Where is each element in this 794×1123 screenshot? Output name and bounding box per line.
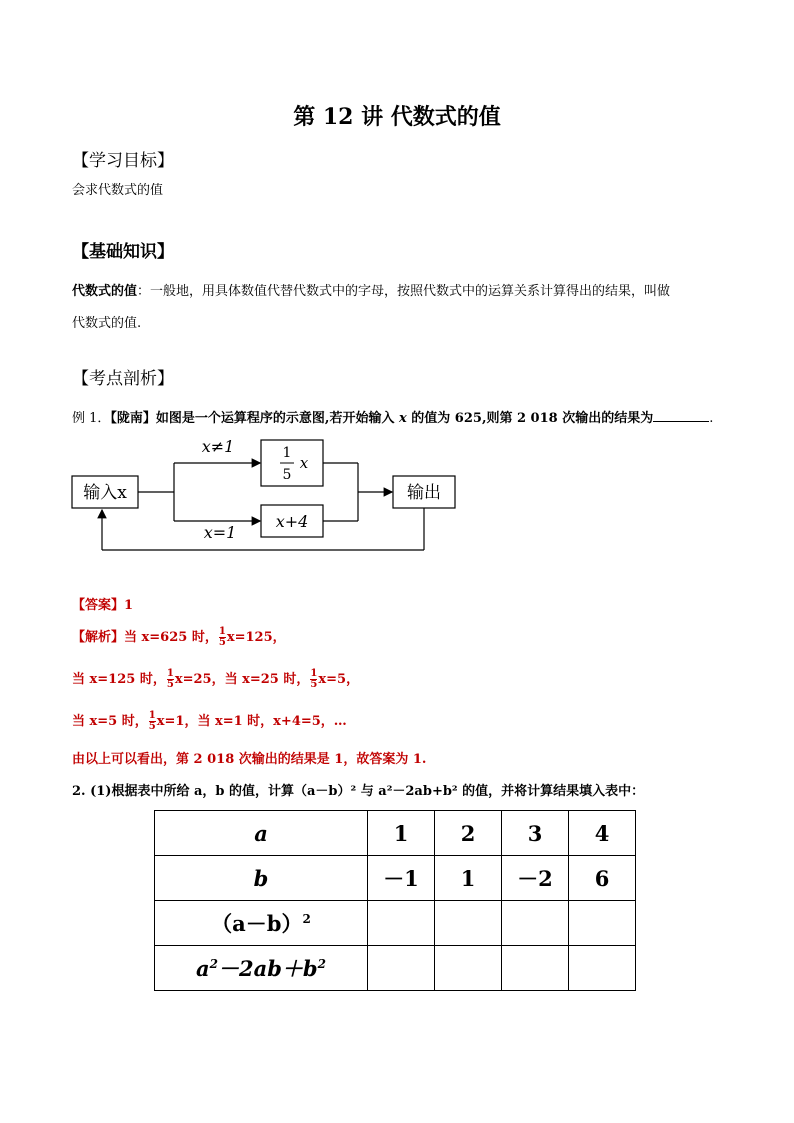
- box-top-num: 1: [282, 445, 292, 461]
- solution-line3: 当 x=5 时， $\frac{1}{5}$ x=1，当 x=1 时，x+4=5，…: [72, 710, 347, 732]
- solution-line1: 【解析】当 x=625 时， $\frac{1}{5}$ x=125，: [72, 626, 286, 648]
- box-top-den: 5: [282, 467, 292, 483]
- answer-blank: [653, 411, 709, 422]
- value-table: [154, 810, 636, 991]
- basics-line1: [72, 280, 670, 299]
- basics-line2: 代数式的值.: [72, 316, 142, 331]
- example1-text-a: 如图是一个运算程序的示意图,若开始输入: [155, 411, 399, 426]
- answer-label: 【答案】: [72, 598, 125, 613]
- basics-text: ：一般地，用具体数值代替代数式中的字母，按照代数式中的运算关系计算得出的结果，叫做: [137, 284, 671, 299]
- table-row: [155, 901, 636, 946]
- answer-cell[interactable]: [569, 901, 636, 946]
- table-row: [155, 946, 636, 991]
- basics-heading: 【基础知识】: [72, 242, 174, 262]
- example1-label: 例 1．: [72, 411, 111, 426]
- answer: [72, 594, 133, 613]
- example1-question: [72, 407, 713, 426]
- b-value: －2: [502, 856, 569, 901]
- table-row: [155, 811, 636, 856]
- table-row: [155, 856, 636, 901]
- question2: 2. (1)根据表中所给 a，b 的值，计算（a－b）² 与 a²－2ab+b² 的值，并将计算结果填入表中：: [72, 784, 645, 799]
- row-a-label: a: [155, 811, 368, 856]
- example1-var: x: [398, 411, 407, 426]
- cond-top: x≠1: [201, 437, 235, 456]
- example1-end: .: [709, 411, 714, 426]
- answer-value: 1: [124, 598, 134, 613]
- output-label: 输出: [407, 483, 441, 503]
- answer-cell[interactable]: [502, 901, 569, 946]
- box-top-var: x: [299, 454, 309, 472]
- solution-line2: 当 x=125 时， $\frac{1}{5}$ x=25，当 x=25 时， $\frac{1}{5}$ x=5，: [72, 668, 360, 690]
- flowchart: [60, 430, 480, 560]
- goals-text: 会求代数式的值: [72, 183, 164, 198]
- b-value: 6: [569, 856, 636, 901]
- answer-cell[interactable]: [569, 946, 636, 991]
- row-b-label: b: [155, 856, 368, 901]
- cond-bottom: x=1: [203, 523, 237, 542]
- a-value: 1: [368, 811, 435, 856]
- example1-text-b: 的值为 625,则第 2 018 次输出的结果为: [406, 411, 654, 426]
- example1-source: 【陇南】: [110, 411, 156, 426]
- basics-term: 代数式的值: [72, 284, 138, 299]
- row-d-label: $a^2-2ab+b^2$: [155, 946, 368, 991]
- answer-cell[interactable]: [368, 946, 435, 991]
- solution-line4: 由以上可以看出，第 2 018 次输出的结果是 1，故答案为 1.: [72, 752, 427, 767]
- row-c-label: $(a-b)^2$: [155, 901, 368, 946]
- a-value: 2: [435, 811, 502, 856]
- a-value: 4: [569, 811, 636, 856]
- answer-cell[interactable]: [435, 946, 502, 991]
- analysis-heading: 【考点剖析】: [72, 369, 174, 389]
- box-bottom-label: x+4: [275, 512, 309, 531]
- b-value: －1: [368, 856, 435, 901]
- b-value: 1: [435, 856, 502, 901]
- input-label: 输入x: [83, 483, 127, 503]
- answer-cell[interactable]: [502, 946, 569, 991]
- page-title: 第 12 讲 代数式的值: [293, 104, 501, 130]
- goals-heading: 【学习目标】: [72, 151, 174, 171]
- answer-cell[interactable]: [435, 901, 502, 946]
- a-value: 3: [502, 811, 569, 856]
- answer-cell[interactable]: [368, 901, 435, 946]
